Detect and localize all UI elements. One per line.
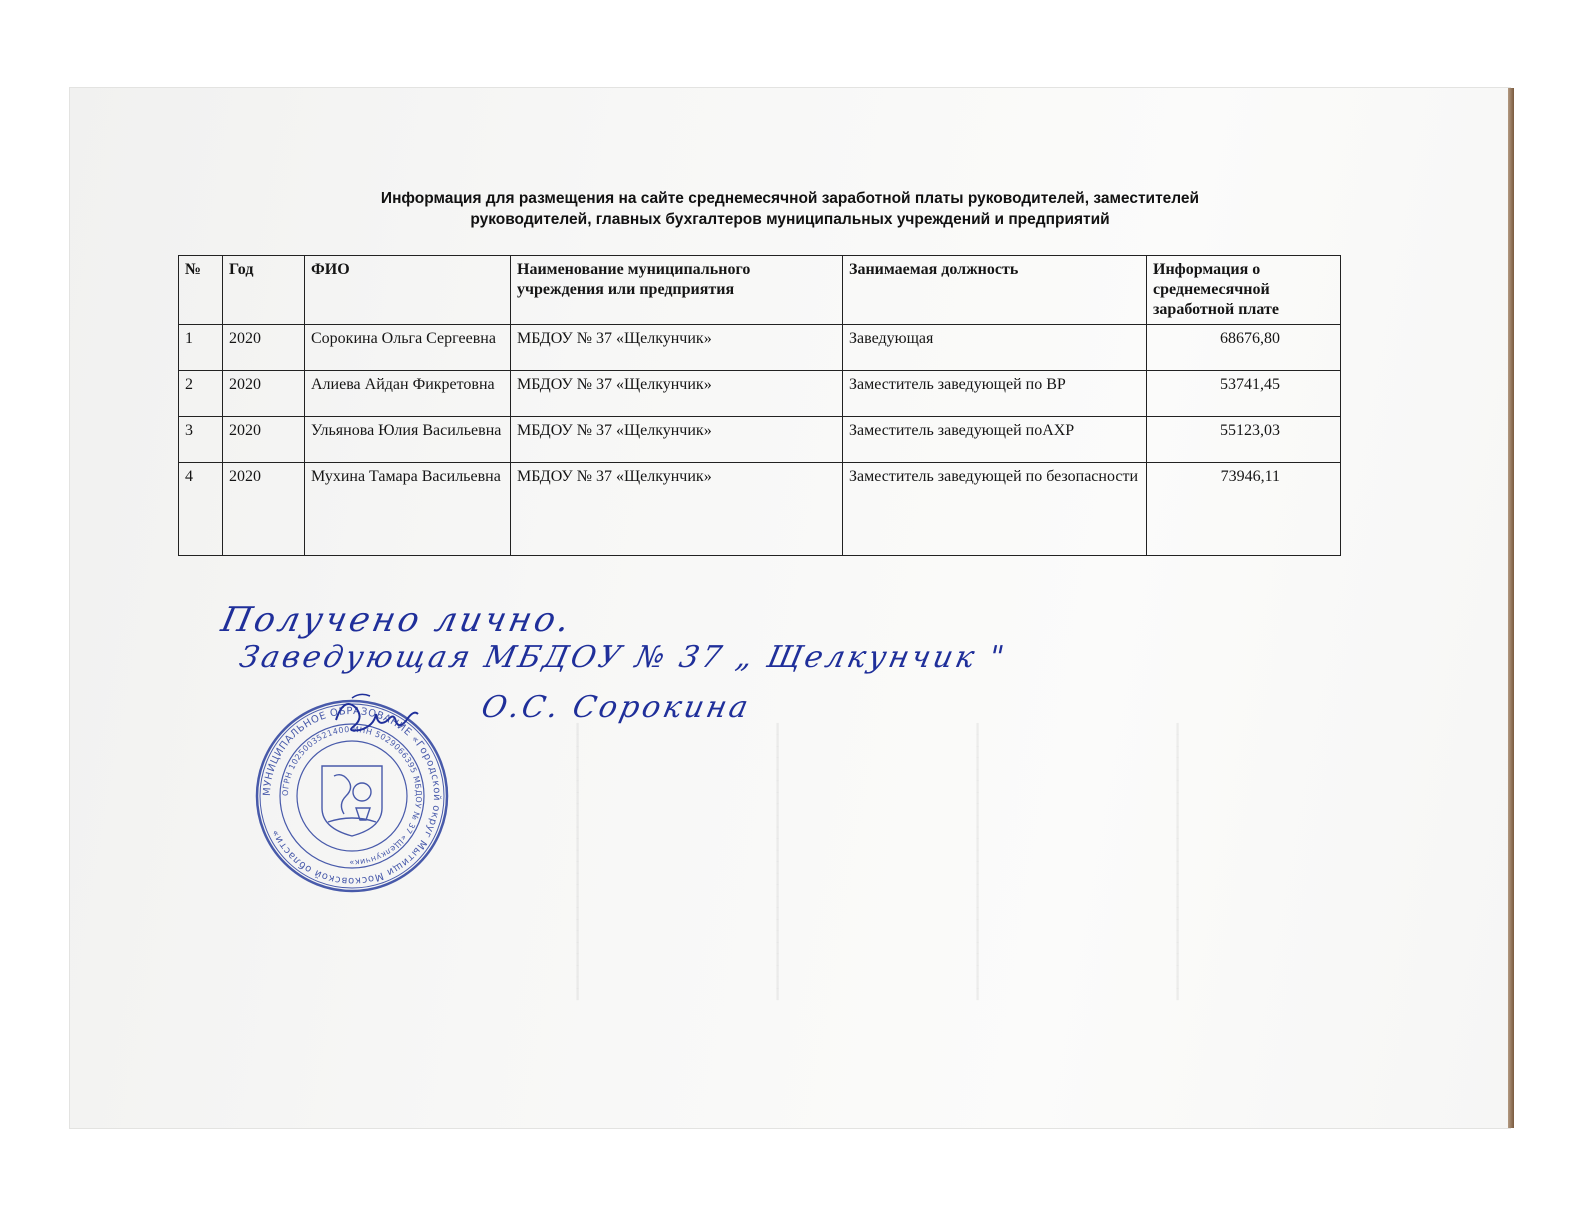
table-row bbox=[179, 463, 1341, 556]
bleed-through-texture: ▁▁▁▁▁▁▁▁▁▁▁▁▁▁▁▁▁▁▁▁▁▁▁▁ bbox=[1163, 723, 1179, 1000]
bleed-through-texture: ▁▁▁▁▁▁▁▁▁▁▁▁▁▁▁▁▁▁▁▁▁▁▁▁ bbox=[763, 723, 779, 1000]
cell-full-name: Сорокина Ольга Сергеевна bbox=[305, 325, 511, 371]
handwritten-received-note: Получено лично. bbox=[217, 600, 577, 640]
cell-number: 1 bbox=[179, 325, 223, 371]
cell-institution: МБДОУ № 37 «Щелкунчик» bbox=[511, 371, 843, 417]
header-number: № bbox=[179, 256, 223, 325]
bleed-through-texture: ▁▁▁▁▁▁▁▁▁▁▁▁▁▁▁▁▁▁▁▁▁▁▁▁ bbox=[963, 723, 979, 1000]
cell-salary: 55123,03 bbox=[1147, 417, 1341, 463]
table-row bbox=[179, 417, 1341, 463]
cell-full-name: Алиева Айдан Фикретовна bbox=[305, 371, 511, 417]
cell-year: 2020 bbox=[223, 371, 305, 417]
handwritten-head-title: Заведующая МБДОУ № 37 „ Щелкунчик " bbox=[236, 640, 1010, 675]
header-position: Занимаемая должность bbox=[843, 256, 1147, 325]
document-title bbox=[180, 188, 1400, 230]
cell-year: 2020 bbox=[223, 325, 305, 371]
table-row bbox=[179, 371, 1341, 417]
title-line-1: Информация для размещения на сайте среднемесячной заработной платы руководителей, заместителей bbox=[380, 190, 1200, 207]
bleed-through-texture: ▁▁▁▁▁▁▁▁▁▁▁▁▁▁▁▁▁▁▁▁▁▁▁▁ bbox=[563, 723, 579, 1000]
cell-number: 3 bbox=[179, 417, 223, 463]
salary-table bbox=[178, 255, 1341, 556]
cell-position: Заместитель заведующей поАХР bbox=[843, 417, 1147, 463]
title-line-2: руководителей, главных бухгалтеров муниципальных учреждений и предприятий bbox=[470, 211, 1110, 228]
coat-of-arms-icon bbox=[322, 766, 382, 836]
table-header-row bbox=[179, 256, 1341, 325]
cell-year: 2020 bbox=[223, 463, 305, 556]
header-salary: Информация о среднемесячной заработной плате bbox=[1147, 256, 1341, 325]
cell-salary: 73946,11 bbox=[1147, 463, 1341, 556]
cell-institution: МБДОУ № 37 «Щелкунчик» bbox=[511, 417, 843, 463]
cell-number: 4 bbox=[179, 463, 223, 556]
seal-outer-text: МУНИЦИПАЛЬНОЕ ОБРАЗОВАНИЕ «Городской округ Мытищи Московской области» bbox=[261, 705, 443, 887]
header-year: Год bbox=[223, 256, 305, 325]
header-institution: Наименование муниципального учреждения или предприятия bbox=[511, 256, 843, 325]
cell-full-name: Ульянова Юлия Васильевна bbox=[305, 417, 511, 463]
handwritten-signature bbox=[330, 690, 420, 740]
cell-position: Заведующая bbox=[843, 325, 1147, 371]
cell-position: Заместитель заведующей по безопасности bbox=[843, 463, 1147, 556]
cell-year: 2020 bbox=[223, 417, 305, 463]
cell-salary: 68676,80 bbox=[1147, 325, 1341, 371]
cell-number: 2 bbox=[179, 371, 223, 417]
seal-inner-text: ОГРН 1025003521400 ИНН 5029066395 МБДОУ № 37 «Щелкунчик» bbox=[280, 724, 424, 868]
svg-text:ОГРН 1025003521400 ИНН 5029066 bbox=[281, 725, 423, 867]
cell-full-name: Мухина Тамара Васильевна bbox=[305, 463, 511, 556]
cell-institution: МБДОУ № 37 «Щелкунчик» bbox=[511, 463, 843, 556]
header-full-name: ФИО bbox=[305, 256, 511, 325]
cell-position: Заместитель заведующей по ВР bbox=[843, 371, 1147, 417]
table-row bbox=[179, 325, 1341, 371]
cell-salary: 53741,45 bbox=[1147, 371, 1341, 417]
page-edge bbox=[1508, 88, 1514, 1128]
cell-institution: МБДОУ № 37 «Щелкунчик» bbox=[511, 325, 843, 371]
handwritten-name: О.С. Сорокина bbox=[478, 690, 755, 725]
